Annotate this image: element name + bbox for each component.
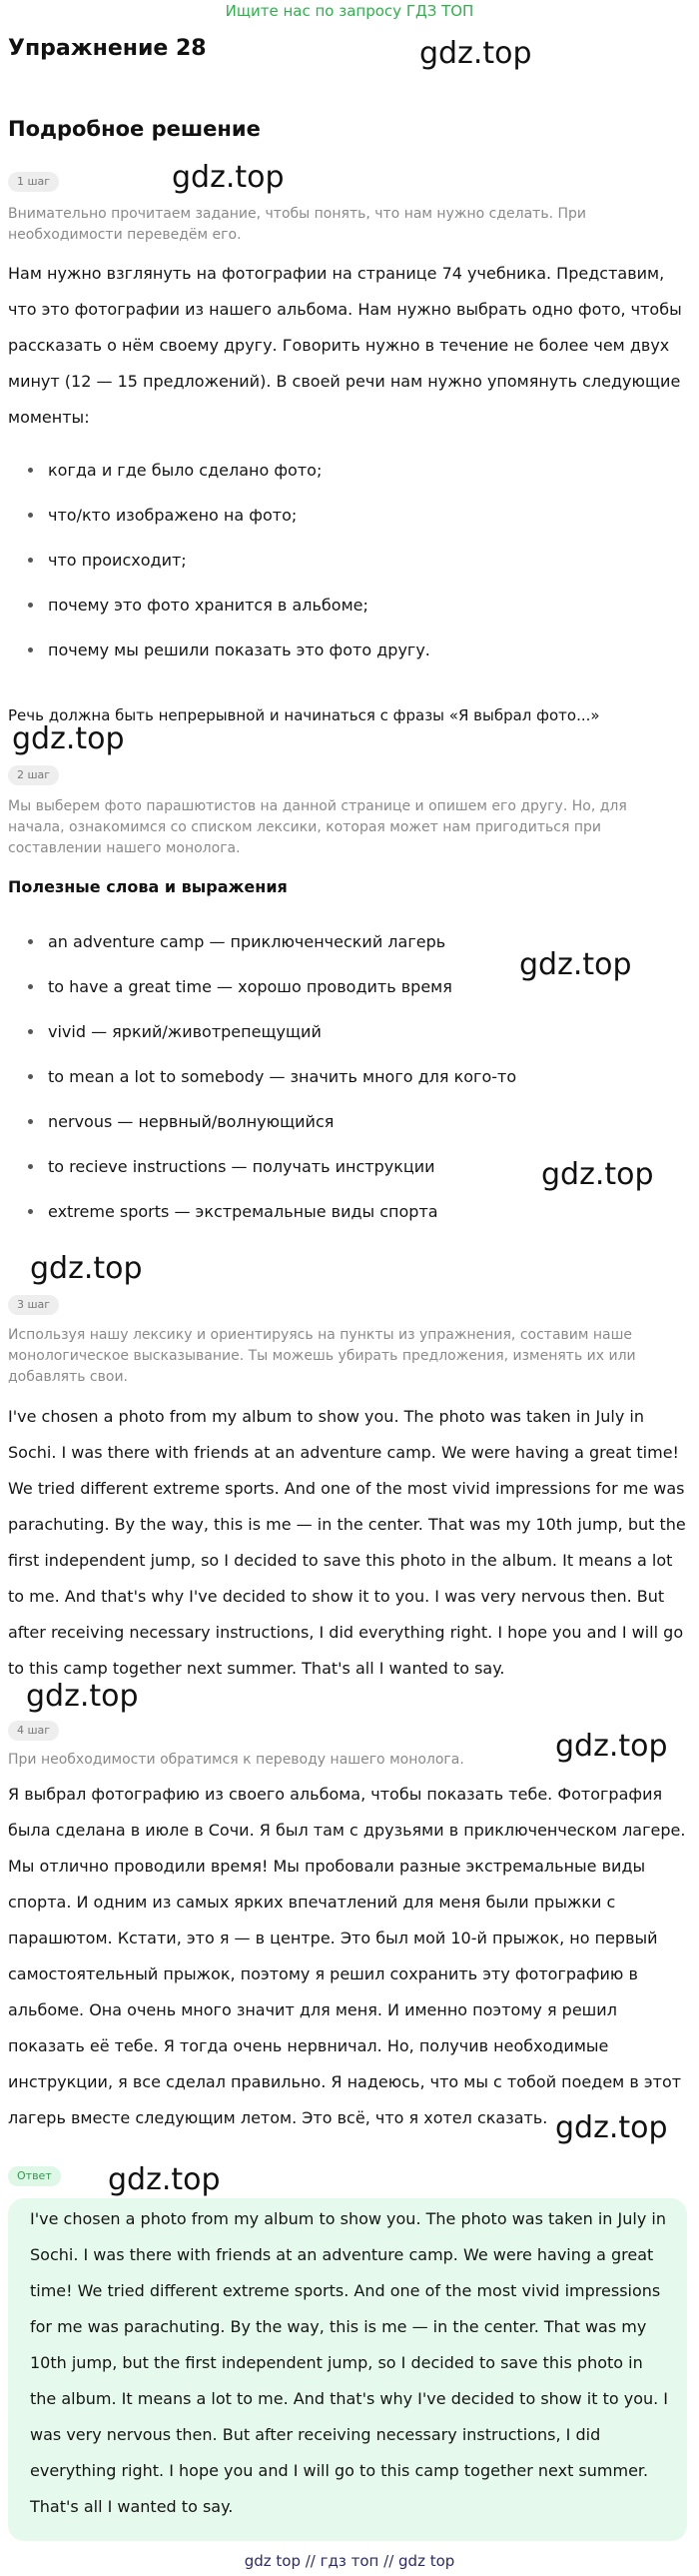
footer-separator: // <box>305 2552 316 2570</box>
step-1-hint: Внимательно прочитаем задание, чтобы понять, что нам нужно сделать. При необходимости переведём его. <box>8 206 586 243</box>
list-item: nervous — нервный/волнующийся <box>8 1099 677 1144</box>
list-item: почему мы решили показать это фото другу. <box>8 628 677 672</box>
step-1-closing: Речь должна быть непрерывной и начинаться с фразы «Я выбрал фото...» <box>8 706 600 724</box>
step-4-translation: Я выбрал фотографию из своего альбома, чтобы показать тебе. Фотография была сделана в июле в Сочи. Я был там с друзьями в приключенческом лагере. Мы отлично проводили время! Мы пробовали разные экстремальные виды спорта. И одним из самых ярких впечатлений для меня были прыжки с парашютом. Кстати, это я — в центре. Это был мой 10-й прыжок, но первый самостоятельный прыжок, поэтому я решил сохранить эту фотографию в альбоме. Она очень много значит для меня. И именно поэтому я решил показать её тебе. Я тогда очень нервничал. Но, получив необходимые инструкции, я все сделал правильно. Я надеюсь, что мы с тобой поедем в этот лагерь вместе следующим летом. Это всё, что я хотел сказать. <box>8 1785 686 2127</box>
step-3-monologue: I've chosen a photo from my album to show you. The photo was taken in July in Sochi. I was there with friends at an adventure camp. We were having a great time! We tried different extreme sports. And one of the most vivid impressions for me was parachuting. By the way, this is me — in the center. That was my 10th jump, but the first independent jump, so I decided to save this photo in the album. It means a lot to me. And that's why I've decided to show it to you. I was very nervous then. But after receiving necessary instructions, I did everything right. I hope you and I will go to this camp together next summer. That's all I wanted to say. <box>8 1407 686 1678</box>
vocabulary-heading: Полезные слова и выражения <box>8 877 288 896</box>
watermark: gdz.top <box>541 1157 654 1192</box>
footer-link[interactable]: gdz top <box>398 2552 455 2570</box>
step-1-bullet-list <box>8 448 677 672</box>
top-search-banner[interactable]: Ищите нас по запросу ГДЗ ТОП <box>225 2 474 20</box>
footer-link[interactable]: гдз топ <box>320 2552 379 2570</box>
list-item: что/кто изображено на фото; <box>8 493 677 538</box>
step-badge-2: 2 шаг <box>8 765 59 785</box>
footer-links <box>0 2549 699 2573</box>
step-badge-3: 3 шаг <box>8 1295 59 1315</box>
watermark: gdz.top <box>30 1251 143 1286</box>
watermark: gdz.top <box>555 2110 668 2145</box>
list-item: to recieve instructions — получать инструкции <box>8 1144 677 1189</box>
list-item: to have a great time — хорошо проводить время <box>8 964 677 1009</box>
watermark: gdz.top <box>26 1679 139 1714</box>
list-item: vivid — яркий/животрепещущий <box>8 1009 677 1054</box>
footer-link[interactable]: gdz top <box>244 2552 301 2570</box>
watermark: gdz.top <box>108 2162 221 2197</box>
list-item: почему это фото хранится в альбоме; <box>8 583 677 628</box>
list-item: an adventure camp — приключенческий лагерь <box>8 919 677 964</box>
watermark: gdz.top <box>12 721 125 756</box>
step-4-hint: При необходимости обратимся к переводу нашего монолога. <box>8 1752 464 1768</box>
watermark: gdz.top <box>555 1729 668 1764</box>
footer-separator: // <box>383 2552 394 2570</box>
step-badge-1: 1 шаг <box>8 172 59 192</box>
watermark: gdz.top <box>172 160 285 195</box>
step-badge-4: 4 шаг <box>8 1721 59 1741</box>
step-3-hint: Используя нашу лексику и ориентируясь на пункты из упражнения, составим наше монологическое высказывание. Ты можешь убирать предложения, изменять их или добавлять свои. <box>8 1327 636 1385</box>
list-item: to mean a lot to somebody — значить много для кого-то <box>8 1054 677 1099</box>
answer-badge: Ответ <box>8 2166 61 2186</box>
list-item: что происходит; <box>8 538 677 583</box>
step-2-hint: Мы выберем фото парашютистов на данной странице и опишем его другу. Но, для начала, ознакомимся со списком лексики, которая может нам пригодиться при составлении нашего монолога. <box>8 798 627 856</box>
answer-text: I've chosen a photo from my album to show you. The photo was taken in July in Sochi. I was there with friends at an adventure camp. We were having a great time! We tried different extreme sports. And one of the most vivid impressions for me was parachuting. By the way, this is me — in the center. That was my 10th jump, but the first independent jump, so I decided to save this photo in the album. It means a lot to me. And that's why I've decided to show it to you. I was very nervous then. But after receiving necessary instructions, I did everything right. I hope you and I will go to this camp together next summer. That's all I wanted to say. <box>30 2209 669 2516</box>
solution-heading: Подробное решение <box>8 117 261 141</box>
watermark: gdz.top <box>519 947 632 982</box>
list-item: когда и где было сделано фото; <box>8 448 677 493</box>
list-item: extreme sports — экстремальные виды спорта <box>8 1189 677 1234</box>
step-1-text: Нам нужно взглянуть на фотографии на странице 74 учебника. Представим, что это фотографии из нашего альбома. Нам нужно выбрать одно фото, чтобы рассказать о нём своему другу. Говорить нужно в течение не более чем двух минут (12 — 15 предложений). В своей речи нам нужно упомянуть следующие моменты: <box>8 264 682 427</box>
page-title: Упражнение 28 <box>8 36 207 61</box>
watermark: gdz.top <box>419 36 532 71</box>
